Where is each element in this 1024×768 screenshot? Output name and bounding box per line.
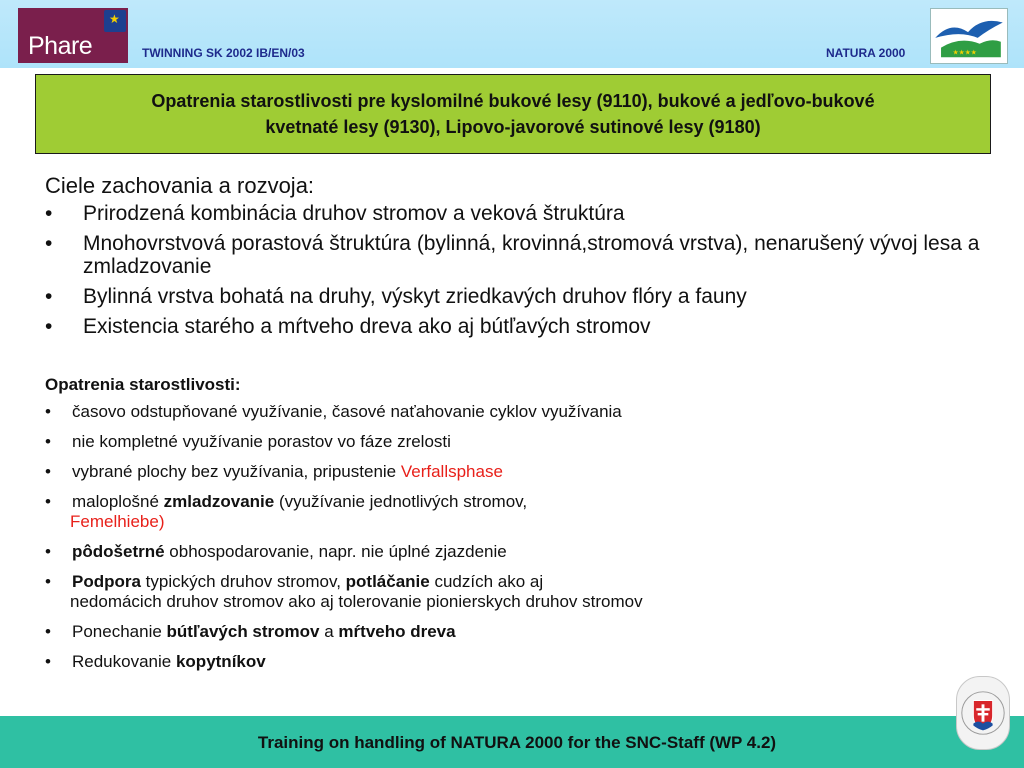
goals-heading: Ciele zachovania a rozvoja: bbox=[45, 173, 315, 198]
measures-heading: Opatrenia starostlivosti: bbox=[45, 375, 241, 394]
svg-text:★★★★: ★★★★ bbox=[952, 48, 977, 57]
title-line-2: kvetnaté lesy (9130), Lipovo-javorové sutinové lesy (9180) bbox=[265, 117, 761, 137]
goals-list bbox=[45, 202, 1005, 338]
list-item: • pôdošetrné obhospodarovanie, napr. nie úplné zjazdenie bbox=[45, 542, 507, 561]
highlight-term: Verfallsphase bbox=[400, 462, 503, 481]
phare-logo bbox=[18, 8, 128, 63]
state-nature-protection-emblem bbox=[956, 676, 1010, 750]
highlight-term: Femelhiebe) bbox=[70, 512, 165, 531]
list-item: • Ponechanie bútľavých stromov a mŕtveho dreva bbox=[45, 622, 456, 641]
title-line-1: Opatrenia starostlivosti pre kyslomilné bukové lesy (9110), bukové a jedľovo-bukové bbox=[151, 91, 875, 111]
natura-2000-logo bbox=[930, 8, 1008, 64]
slide-title-box bbox=[35, 74, 991, 154]
list-item: • vybrané plochy bez využívania, pripustenie Verfallsphase bbox=[45, 462, 503, 481]
natura-birds-icon bbox=[931, 9, 1007, 63]
slovak-coat-of-arms-icon bbox=[957, 677, 1009, 749]
list-item: • Redukovanie kopytníkov bbox=[45, 652, 266, 671]
list-item: • Mnohovrstvová porastová štruktúra (bylinná, krovinná,stromová vrstva), nenarušený vývoj lesa a zmladzovanie bbox=[45, 232, 980, 278]
phare-logo-text: Phare bbox=[28, 32, 93, 60]
list-item: • Prirodzená kombinácia druhov stromov a veková štruktúra bbox=[45, 202, 625, 225]
measures-list bbox=[45, 402, 1005, 672]
slide-title bbox=[151, 88, 874, 140]
list-item-continuation: nedomácich druhov stromov ako aj tolerovanie pionierskych druhov stromov bbox=[70, 592, 643, 611]
list-item: • Bylinná vrstva bohatá na druhy, výskyt zriedkavých druhov flóry a fauny bbox=[45, 285, 747, 308]
list-item: • Existencia starého a mŕtveho dreva ako aj bútľavých stromov bbox=[45, 315, 651, 338]
eu-flag-icon bbox=[104, 10, 126, 32]
footer-text: Training on handling of NATURA 2000 for the SNC-Staff (WP 4.2) bbox=[257, 733, 777, 752]
slide-content bbox=[45, 172, 1005, 682]
list-item-continuation bbox=[45, 512, 1005, 532]
list-item: • nie kompletné využívanie porastov vo fáze zrelosti bbox=[45, 432, 451, 451]
list-item: • časovo odstupňované využívanie, časové naťahovanie cyklov využívania bbox=[45, 402, 622, 421]
list-item: • Podpora typických druhov stromov, potláčanie cudzích ako aj bbox=[45, 572, 544, 591]
list-item: • maloplošné zmladzovanie (využívanie jednotlivých stromov, bbox=[45, 492, 528, 511]
twinning-code: TWINNING SK 2002 IB/EN/03 bbox=[142, 46, 305, 60]
natura-label: NATURA 2000 bbox=[826, 46, 906, 60]
